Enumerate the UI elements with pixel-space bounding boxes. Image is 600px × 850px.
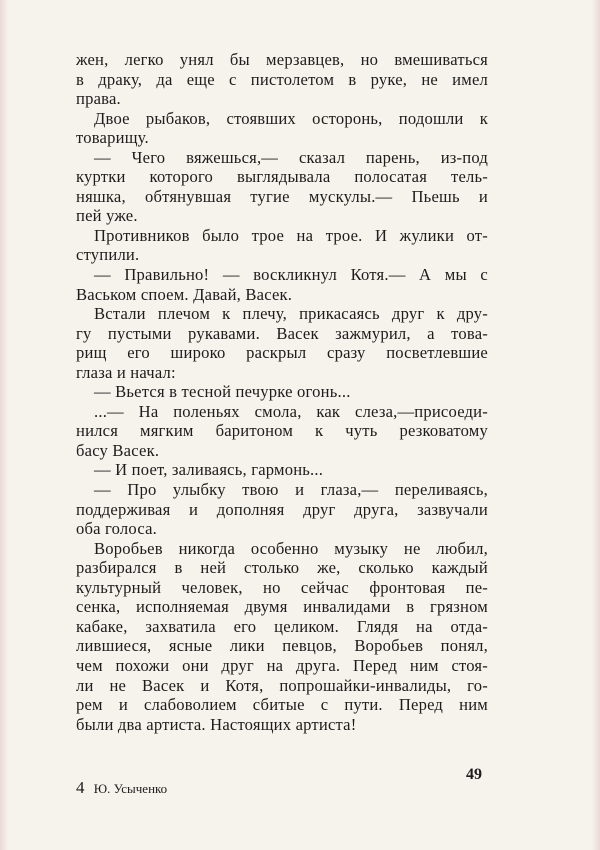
body-text bbox=[76, 50, 488, 734]
text-line: ли не Васек и Котя, попрошайки-инвалиды, го- bbox=[76, 675, 488, 695]
text-line: оба голоса. bbox=[76, 519, 157, 539]
text-line: — И поет, заливаясь, гармонь... bbox=[94, 460, 324, 480]
page-number: 49 bbox=[466, 766, 482, 783]
text-line: Воробьев никогда особенно музыку не любил, bbox=[94, 538, 488, 558]
text-line: кабаке, захватила его целиком. Глядя на отда- bbox=[76, 616, 488, 636]
text-line: — Правильно! — воскликнул Котя.— А мы с bbox=[94, 265, 488, 285]
text-line: ступили. bbox=[76, 245, 140, 265]
page-edge-right bbox=[592, 0, 600, 850]
text-line: были два артиста. Настоящих артиста! bbox=[76, 714, 357, 734]
text-line: чем похожи они друг на друга. Перед ним стоя- bbox=[76, 655, 488, 675]
text-line: Встали плечом к плечу, прикасаясь друг к дру- bbox=[94, 304, 488, 324]
text-line: глаза и начал: bbox=[76, 362, 176, 382]
text-line: разбирался в ней столько же, сколько каждый bbox=[76, 558, 488, 578]
text-line: права. bbox=[76, 89, 121, 109]
page-edge-left bbox=[0, 0, 8, 850]
text-line: — Чего вяжешься,— сказал парень, из-под bbox=[94, 147, 488, 167]
author-name: Ю. Усыченко bbox=[93, 781, 168, 796]
text-line: Двое рыбаков, стоявших осторонь, подошли к bbox=[94, 108, 488, 128]
text-line: басу Васек. bbox=[76, 440, 160, 460]
text-line: куртки которого выглядывала полосатая тель- bbox=[76, 167, 488, 187]
text-line: лившиеся, ясные лики певцов, Воробьев понял, bbox=[76, 636, 488, 656]
footer-signature bbox=[76, 778, 167, 798]
text-line: Васьком споем. Давай, Васек. bbox=[76, 284, 293, 304]
text-line: — Вьется в тесной печурке огонь... bbox=[94, 382, 351, 402]
text-line: ...— На поленьях смола, как слеза,—присоеди- bbox=[94, 401, 488, 421]
text-line: гу пустыми рукавами. Васек зажмурил, а това- bbox=[76, 323, 488, 343]
text-line: рем и слабоволием сбитые с пути. Перед ним bbox=[76, 695, 488, 715]
text-line: жен, легко унял бы мерзавцев, но вмешиваться bbox=[76, 50, 488, 69]
text-line: рищ его широко раскрыл сразу посветлевшие bbox=[76, 343, 488, 363]
text-line: пей уже. bbox=[76, 206, 138, 226]
text-line: няшка, обтянувшая тугие мускулы.— Пьешь и bbox=[76, 186, 488, 206]
text-line: — Про улыбку твою и глаза,— переливаясь, bbox=[94, 480, 488, 500]
text-line: сенка, исполняемая двумя инвалидами в грязном bbox=[76, 597, 488, 617]
text-line: в драку, да еще с пистолетом в руке, не имел bbox=[76, 69, 488, 89]
text-line: товарищу. bbox=[76, 128, 149, 148]
text-line: Противников было трое на трое. И жулики от- bbox=[94, 225, 488, 245]
text-line: поддерживая и дополняя друг друга, зазвучали bbox=[76, 499, 488, 519]
text-line: нился мягким баритоном к чуть резковатому bbox=[76, 421, 488, 441]
text-line: культурный человек, но сейчас фронтовая пе- bbox=[76, 577, 488, 597]
signature-number: 4 bbox=[76, 778, 85, 797]
